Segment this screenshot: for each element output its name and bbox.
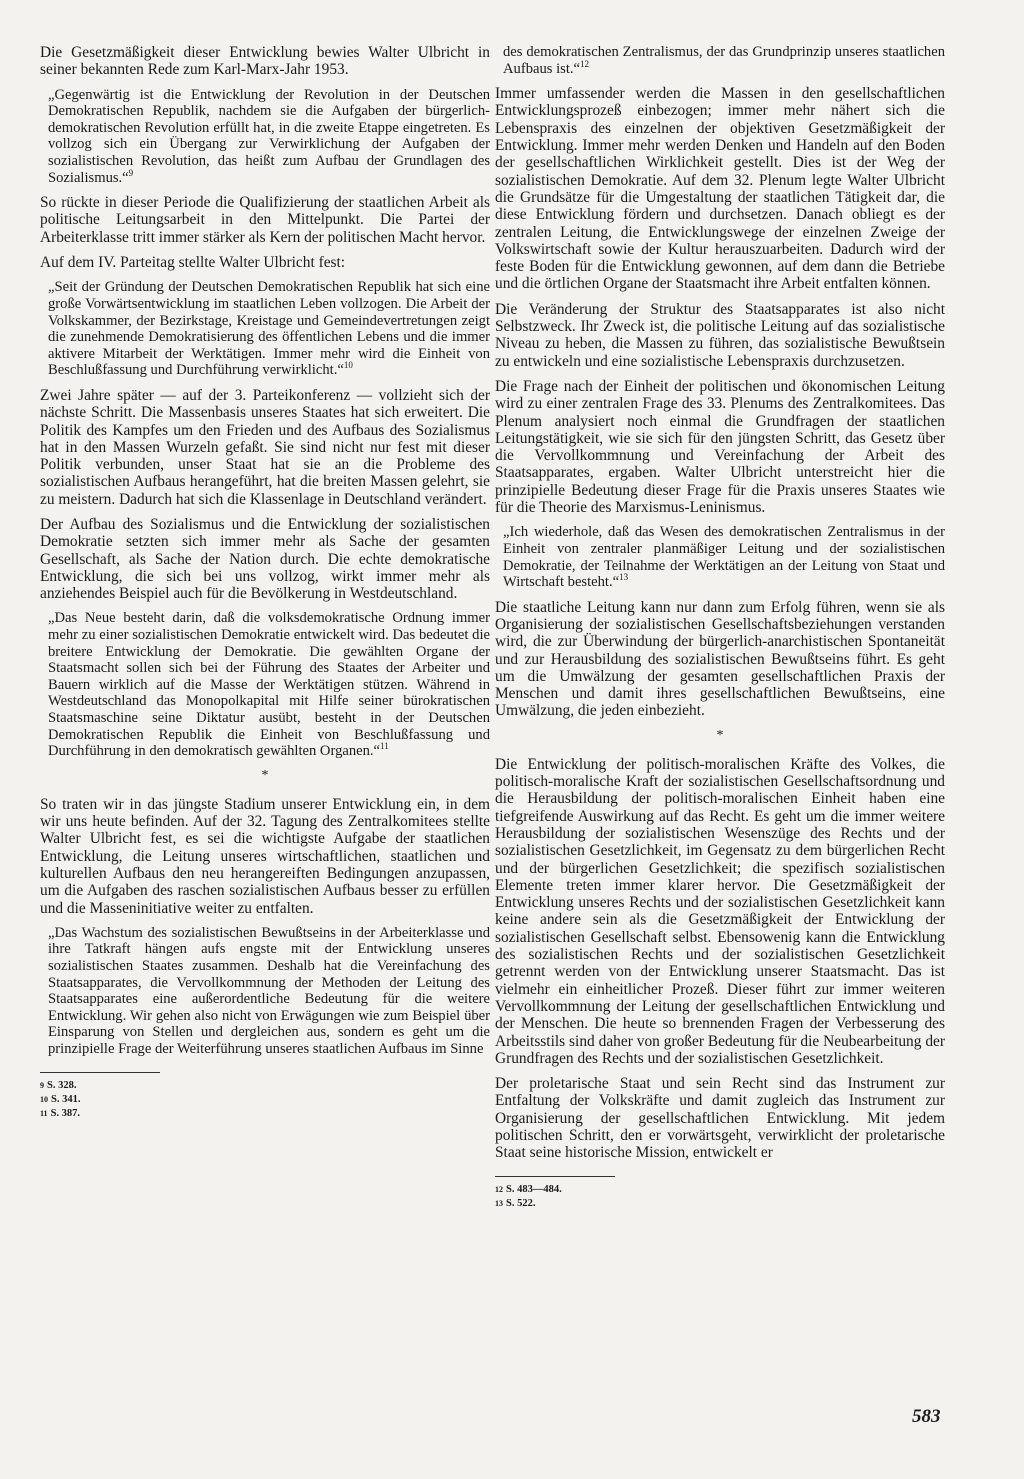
footnote: 13 S. 522. bbox=[495, 1197, 536, 1209]
section-divider: * bbox=[716, 727, 724, 743]
paragraph: Der Aufbau des Sozialismus und die Entwicklung der sozialistischen Demokratie setzten sich immer mehr als Sache der gesamten Gesellschaft, als Sache der Nation durch. Die echte demokratische Entwicklung, die sich bei uns vollzog, wirkt immer mehr als anziehendes Beispiel auch für die Bevölkerung in Westdeutschland. bbox=[40, 515, 490, 603]
paragraph: Auf dem IV. Parteitag stellte Walter Ulbricht fest: bbox=[40, 254, 346, 272]
footnote-ref: 9 bbox=[128, 167, 134, 178]
footnote-rule bbox=[495, 1176, 615, 1177]
footnote-ref: 12 bbox=[580, 58, 590, 69]
quote: „Das Wachstum des sozialistischen Bewußtseins in der Arbeiterklasse und ihre Tatkraft hängen aufs engste mit der Entwicklung unseres sozialistischen Staates zusammen. Deshalb hat die Vereinfachung des Staatsapparates, die Vervollkommnung der Methoden der Leitung des Staatsapparates eine außerordentliche Bedeutung für die weitere Entwicklung. Wir gehen also nicht von Erwägungen wie zum Beispiel über Einsparung von Stellen und dergleichen aus, sondern es geht um die prinzipielle Frage der Weiterführung unseres staatlichen Aufbaus im Sinne bbox=[48, 924, 490, 1058]
paragraph: Immer umfassender werden die Massen in den gesellschaftlichen Entwicklungsprozeß einbezogen; immer mehr nähert sich die Lebenspraxis des einzelnen der objektiven Gesetzmäßigkeit der Entwicklung. Immer mehr werden Denken und Handeln auf den Boden der gesellschaftlichen Wirklichkeit gestellt. Dies ist der Weg der sozialistischen Demokratie. Auf dem 32. Plenum legte Walter Ulbricht die Grundsätze für die Umgestaltung der staatlichen Tätigkeit dar, die diese Entwicklung fördern und durchsetzen. Danach obliegt es der zentralen Leitung, die Entwicklungswege der einzelnen Zweige der Volkswirtschaft sowie der Kultur herauszuarbeiten. Dadurch wird der feste Boden für die Entwicklung gewonnen, auf dem dann die Betriebe und die örtlichen Organe der Staatsmacht ihre Arbeit entfalten können. bbox=[495, 85, 945, 293]
quote: „Seit der Gründung der Deutschen Demokratischen Republik hat sich eine große Vorwärtsentwicklung im staatlichen Leben vollzogen. Die Arbeit der Volkskammer, der Bezirkstage, Kreistage und Gemeindevertretungen zeigt die zunehmende Demokratisierung des öffentlichen Lebens und die immer aktivere Mitarbeit der Werktätigen. Immer mehr wird die Einheit von Beschlußfassung und Durchführung verwirklicht.“$^{10}$ bbox=[48, 279, 490, 379]
paragraph: Zwei Jahre später — auf der 3. Parteikonferenz — vollzieht sich der nächste Schritt. Die Massenbasis unseres Staates hat sich erweitert. Die Politik des Kampfes um den Frieden und des Aufbaus des Sozialismus hat in den Massen Wurzeln gefaßt. Sie sind nicht nur fest mit dieser Politik verbunden, unser Staat hat sie an die Probleme des sozialistischen Aufbaus herangeführt, hat die breiten Massen gelehrt, sie zu meistern. Dadurch hat sich die Klassenlage in Deutschland verändert. bbox=[40, 386, 490, 508]
footnote-ref: 11 bbox=[380, 741, 389, 752]
paragraph: Die Gesetzmäßigkeit dieser Entwicklung bewies Walter Ulbricht in seiner bekannten Rede zum Karl-Marx-Jahr 1953. bbox=[40, 44, 490, 79]
paragraph: So rückte in dieser Periode die Qualifizierung der staatlichen Arbeit als politische Leitungsarbeit in den Mittelpunkt. Die Partei der Arbeiterklasse tritt immer stärker als Kern der politischen Macht hervor. bbox=[40, 194, 490, 246]
paragraph: Die staatliche Leitung kann nur dann zum Erfolg führen, wenn sie als Organisierung der sozialistischen Gesellschaftsbeziehungen verstanden wird, die zur Überwindung der bürgerlich-anarchistischen Spontaneität und zur Herausbildung des sozialistischen Bewußtseins führt. Es geht um die Umwälzung der gesamten gesellschaftlichen Praxis der Menschen und damit ihres gesellschaftlichen Bewußtseins, eine Umwälzung, die jeden einbezieht. bbox=[495, 598, 945, 720]
quote: „Gegenwärtig ist die Entwicklung der Revolution in der Deutschen Demokratischen Republik, nachdem sie die Aufgaben der bürgerlich-demokratischen Revolution erfüllt hat, in die zweite Etappe eingetreten. Es vollzog sich ein Übergang zur Verwirklichung der Aufgaben der sozialistischen Revolution, das heißt zum Aufbau der Grundlagen des Sozialismus.“$^9$ bbox=[48, 86, 490, 186]
left-column bbox=[40, 44, 490, 1121]
footnote: 11 S. 387. bbox=[40, 1107, 81, 1119]
footnote: 12 S. 483—484. bbox=[495, 1183, 562, 1195]
paragraph: Die Entwicklung der politisch-moralischen Kräfte des Volkes, die politisch-moralische Kraft der sozialistischen Gesellschaftsordnung und die Herausbildung der politisch-moralischen Einheit haben eine tiefgreifende Auswirkung auf das Recht. Es geht um die immer weitere Herausbildung der sozialistischen Wesenszüge des Rechts und der sozialistischen Gesetzlichkeit, im Gegensatz zu dem bürgerlichen Recht und der bürgerlichen Gesetzlichkeit; die spezifisch sozialistischen Elemente treten immer klarer hervor. Die Gesetzmäßigkeit der Entwicklung unseres Rechts und der sozialistischen Gesetzlichkeit kann keine andere sein als die Gesetzmäßigkeit der Entwicklung der sozialistischen Gesellschaft selbst. Ebensowenig kann die Entwicklung des sozialistischen Rechts und der sozialistischen Gesetzlichkeit getrennt werden von der Entwicklung unserer Staatsmacht. Das ist vielmehr ein einheitlicher Prozeß. Dieser führt zur immer weiteren Vervollkommnung der Leitung der gesellschaftlichen Entwicklung und der Menschen. Die heute so brennenden Fragen der Verbesserung des Arbeitsstils sind daher von großer Bedeutung für die Neubearbeitung der Grundfragen des Rechts und der sozialistischen Gesetzlichkeit. bbox=[495, 755, 945, 1067]
quote: „Das Neue besteht darin, daß die volksdemokratische Ordnung immer mehr zu einer sozialistischen Demokratie entwickelt wird. Das bedeutet die breitere Entwicklung der Demokratie. Die gewählten Organe der Staatsmacht sollen sich bei der Führung des Staates der Arbeiter und Bauern wirklich auf die Masse der Werktätigen stützen. Während in Westdeutschland das Monopolkapital mit Hilfe seiner bürokratischen Staatsmaschine seine Diktatur ausübt, besteht in der Deutschen Demokratischen Republik die Einheit von Beschlußfassung und Durchführung in den demokratisch gewählten Organen.“$^{11}$ bbox=[48, 610, 490, 760]
footnote-rule bbox=[40, 1072, 160, 1073]
quote-continued: des demokratischen Zentralismus, der das Grundprinzip unseres staatlichen Aufbaus ist.“$^{12}$ bbox=[503, 44, 945, 77]
quote: „Ich wiederhole, daß das Wesen des demokratischen Zentralismus in der Einheit von zentraler planmäßiger Leitung und der sozialistischen Demokratie, der Teilnahme der Werktätigen an der Leitung von Staat und Wirtschaft besteht.“$^{13}$ bbox=[503, 524, 945, 591]
footnote: 9 S. 328. bbox=[40, 1079, 77, 1091]
paragraph: Die Veränderung der Struktur des Staatsapparates ist also nicht Selbstzweck. Ihr Zweck ist, die politische Leitung auf das sozialistische Niveau zu heben, die Massen zu führen, das sozialistische Bewußtsein zu entwickeln und eine sozialistische Lebenspraxis durchzusetzen. bbox=[495, 300, 945, 370]
footnote-ref: 13 bbox=[619, 572, 629, 583]
paragraph: Der proletarische Staat und sein Recht sind das Instrument zur Entfaltung der Volkskräfte und damit zugleich das Instrument zur Organisierung der gesellschaftlichen Entwicklung. Mit jedem politischen Schritt, den er vorwärtsgeht, verwirklicht der proletarische Staat seine historische Mission, entwickelt er bbox=[495, 1075, 945, 1162]
section-divider: * bbox=[261, 767, 269, 783]
footnote: 10 S. 341. bbox=[40, 1093, 81, 1105]
right-column bbox=[495, 44, 945, 1211]
paragraph: Die Frage nach der Einheit der politischen und ökonomischen Leitung wird zu einer zentralen Frage des 33. Plenums des Zentralkomitees. Das Plenum analysiert noch einmal die Grundfragen der staatlichen Leitungstätigkeit, wie sie sich für den jüngsten Schritt, das Gesetz über die Vervollkommnung und Vereinfachung der Arbeit des Staatsapparates, ergaben. Walter Ulbricht unterstreicht hier die prinzipielle Bedeutung dieser Frage für die Praxis unseres Staates wie für die Theorie des Marxismus-Leninismus. bbox=[495, 377, 945, 517]
page-number: 583 bbox=[912, 1406, 941, 1427]
paragraph: So traten wir in das jüngste Stadium unserer Entwicklung ein, in dem wir uns heute befinden. Auf der 32. Tagung des Zentralkomitees stellte Walter Ulbricht fest, es sei die wichtigste Aufgabe der staatlichen Entwicklung, die Leitung unseres wirtschaftlichen, staatlichen und kulturellen Aufbaus den neu herangereiften Bedingungen anzupassen, um die Aufgaben des raschen sozialistischen Aufbaus besser zu erfüllen und die Masseninitiative weiter zu entfalten. bbox=[40, 795, 490, 917]
footnote-ref: 10 bbox=[343, 360, 353, 371]
